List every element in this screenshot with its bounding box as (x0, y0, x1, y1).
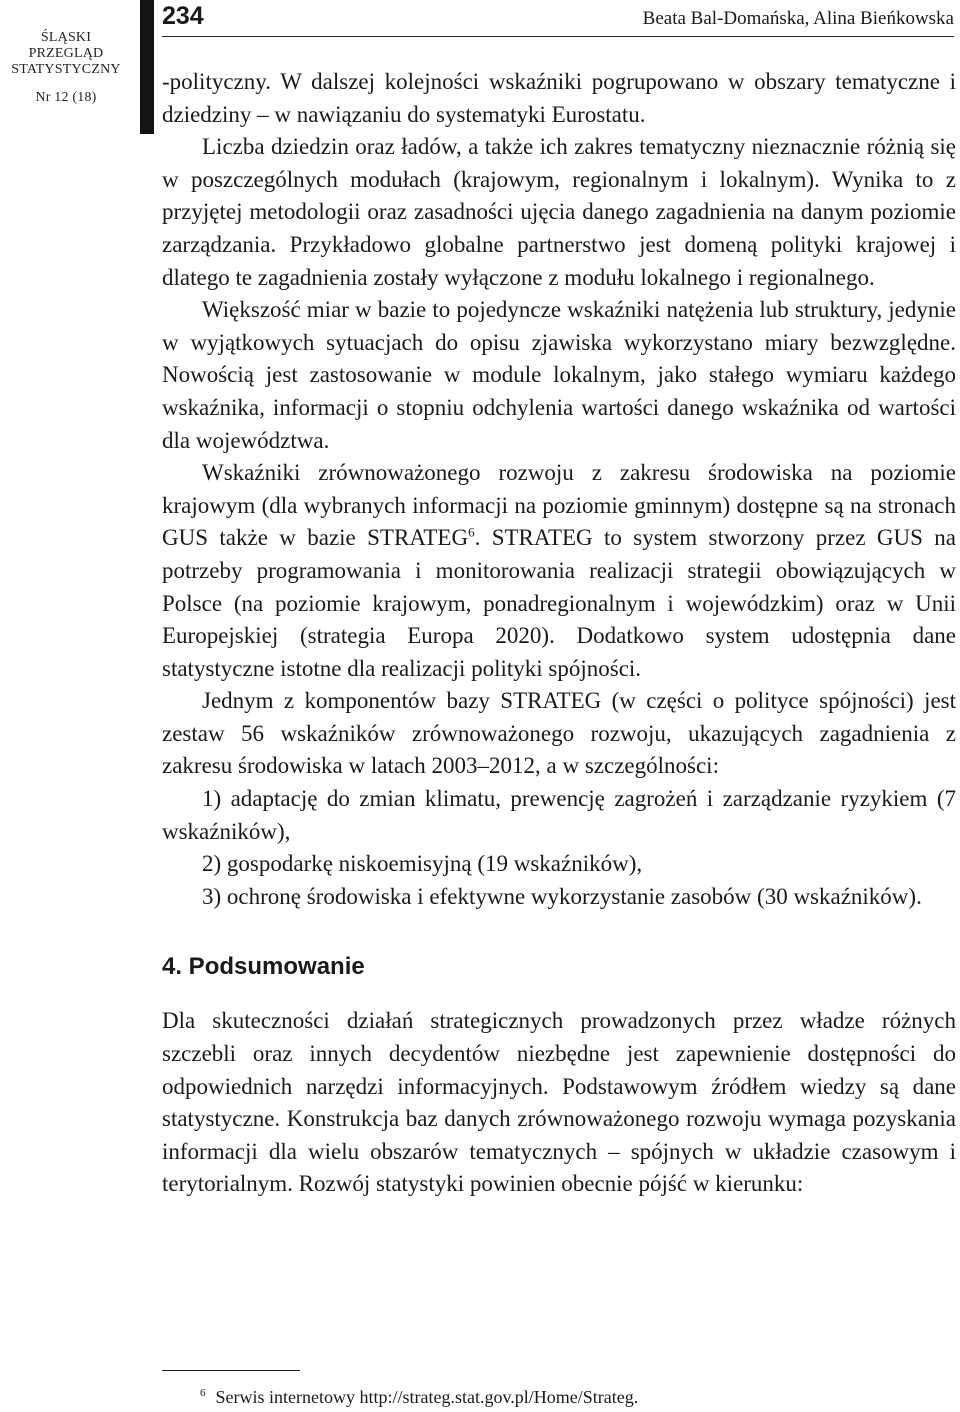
decorative-black-bar (140, 0, 154, 134)
list-item-3: 3) ochronę środowiska i efektywne wykorzystanie zasobów (30 wskaźników). (202, 883, 922, 909)
journal-name (0, 30, 132, 78)
footnote-reference-6[interactable]: 6 (468, 524, 475, 540)
paragraph-5: Jednym z komponentów bazy STRATEG (w części o polityce spójności) jest zestaw 56 wskaźników zrównoważonego rozwoju, ukazujących zagadnienia z zakresu środowiska w latach 2003–2012, a w szczególności: (162, 688, 956, 779)
paragraph-1: -polityczny. W dalszej kolejności wskaźniki pogrupowano w obszary tematyczne i dziedziny – w nawiązaniu do systematyki Eurostatu. (162, 69, 956, 127)
page-number: 234 (162, 2, 204, 30)
running-head-authors: Beata Bal-Domańska, Alina Bieńkowska (642, 8, 954, 29)
list-item-2: 2) gospodarkę niskoemisyjną (19 wskaźników), (202, 851, 643, 877)
paragraph-2: Liczba dziedzin oraz ładów, a także ich zakres tematyczny nieznacznie różnią się w poszczególnych modułach (krajowym, regionalnym i lokalnym). Wynika to z przyjętej metodologii oraz zasadności ujęcia danego zagadnienia na danym poziomie zarządzania. Przykładowo globalne partnerstwo jest domeną polityki krajowej i dlatego te zagadnienia zostały wyłączone z modułu lokalnego i regionalnego. (162, 134, 956, 290)
issue-number: Nr 12 (18) (35, 90, 97, 105)
footnote-text: Serwis internetowy http://strateg.stat.gov.pl/Home/Strateg. (215, 1387, 639, 1407)
paragraph-4 (162, 457, 956, 685)
footnote (200, 1382, 638, 1408)
paragraph-6: Dla skuteczności działań strategicznych prowadzonych przez władze różnych szczebli oraz innych decydentów niezbędne jest zapewnienie dostępności do odpowiednich narzędzi informacyjnych. Podstawowym źródłem wiedzy są dane statystyczne. Konstrukcja baz danych zrównoważonego rozwoju wymaga pozyskania informacji dla wielu obszarów tematycznych – spójnych w układzie czasowym i terytorialnym. Rozwój statystyki powinien obecnie pójść w kierunku: (162, 1008, 956, 1197)
article-body (162, 66, 956, 1201)
footnote-number: 6 (200, 1387, 206, 1399)
journal-name-line3: STATYSTYCZNY (11, 62, 121, 77)
journal-name-line2: PRZEGLĄD (28, 46, 104, 61)
journal-name-line1: ŚLĄSKI (40, 30, 92, 45)
journal-sidebar (0, 30, 132, 106)
footnote-separator (162, 1370, 300, 1371)
paragraph-3: Większość miar w bazie to pojedyncze wskaźniki natężenia lub struktury, jedynie w wyjątkowych sytuacjach do opisu zjawiska wykorzystano miary bezwzględne. Nowością jest zastosowanie w module lokalnym, jako stałego wymiaru każdego wskaźnika, informacji o stopniu odchylenia wartości danego wskaźnika od wartości dla województwa. (162, 297, 956, 453)
page-header (162, 2, 954, 37)
paragraph-4-start: Wskaźniki zrównoważonego rozwoju z zakresu środowiska na poziomie krajowym (dla wybranych informacji na poziomie gminnym) dostępne są na stronach GUS także w bazie STRATEG (162, 460, 956, 551)
section-heading: 4. Podsumowanie (162, 953, 365, 981)
paragraph-4-end: . STRATEG to system stworzony przez GUS na potrzeby programowania i monitorowania realizacji strategii obowiązujących w Polsce (na poziomie krajowym, ponadregionalnym i wojewódzkim) oraz w Unii Europejskiej (strategia Europa 2020). Dodatkowo system udostępnia dane statystyczne istotne dla realizacji polityki spójności. (162, 525, 956, 681)
list-item-1: 1) adaptację do zmian klimatu, prewencję zagrożeń i zarządzanie ryzykiem (7 wskaźników), (162, 786, 956, 844)
